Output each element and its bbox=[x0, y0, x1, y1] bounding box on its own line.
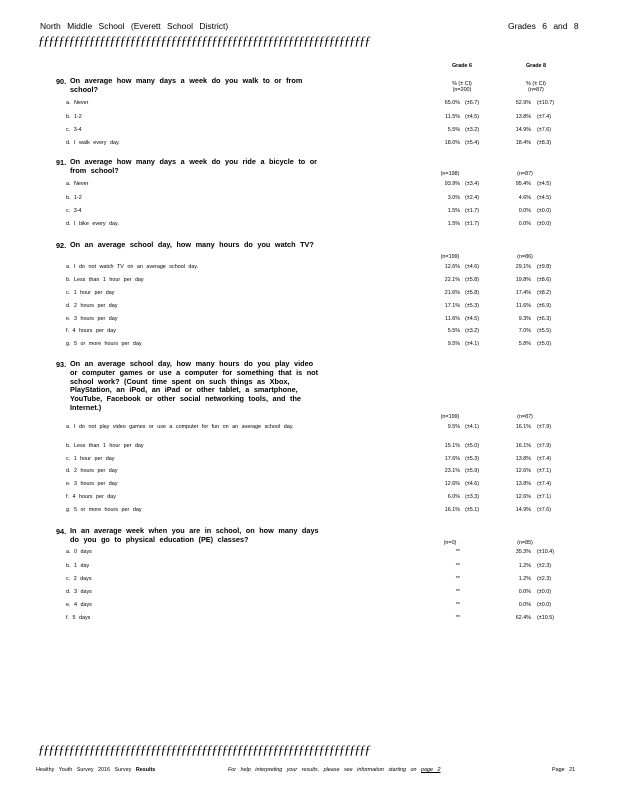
grade6-ci: (±4.5) bbox=[465, 114, 480, 120]
option-label: f. 5 days bbox=[66, 615, 91, 621]
grade8-percent: 13.8% bbox=[515, 456, 531, 462]
grade8-percent: 13.8% bbox=[515, 114, 531, 120]
grade6-percent: 65.0% bbox=[444, 100, 460, 106]
grade8-ci: (±10.4) bbox=[537, 549, 555, 555]
grade8-ci: (±9.8) bbox=[537, 264, 552, 270]
grade6-header: Grade 6 bbox=[451, 63, 473, 69]
grade8-ci: (±5.5) bbox=[537, 328, 552, 334]
grade8-ci: (±7.6) bbox=[537, 127, 552, 133]
grade6-ci: (±5.8) bbox=[465, 290, 480, 296]
grade8-percent: 16.1% bbox=[515, 443, 531, 449]
grade8-ci: (±8.3) bbox=[537, 140, 552, 146]
footer-help bbox=[228, 767, 441, 773]
grade8-ci: (±4.5) bbox=[537, 195, 552, 201]
grade6-ci: (±5.0) bbox=[465, 443, 480, 449]
grade6-ci: (±6.7) bbox=[465, 100, 480, 106]
option-label: d. I bike every day. bbox=[66, 221, 119, 227]
grade6-ci: (±4.1) bbox=[465, 341, 480, 347]
grade6-percent: 5.5% bbox=[447, 328, 460, 334]
footer-page-number: Page 21 bbox=[552, 767, 576, 773]
option-label: f. 4 hours per day bbox=[66, 494, 116, 500]
question-number: 90. bbox=[56, 77, 67, 86]
grade8-percent: 1.2% bbox=[518, 563, 531, 569]
option-label: c. 3-4 bbox=[66, 127, 82, 133]
grade6-percent: 3.0% bbox=[447, 195, 460, 201]
grade8-percent: 35.3% bbox=[515, 549, 531, 555]
grade8-percent: 13.8% bbox=[515, 481, 531, 487]
option-label: a. Never bbox=[66, 100, 89, 106]
grades-label: Grades 6 and 8 bbox=[508, 21, 579, 31]
grade8-ci: (±2.3) bbox=[537, 563, 552, 569]
grade6-percent: 6.0% bbox=[447, 494, 460, 500]
grade6-percent: ** bbox=[455, 563, 460, 569]
grade6-ci: (±3.2) bbox=[465, 328, 480, 334]
grade6-ci: (±1.7) bbox=[465, 221, 480, 227]
grade6-percent: 9.5% bbox=[447, 424, 460, 430]
option-label: b. Less than 1 hour per day bbox=[66, 443, 144, 449]
option-label: d. 2 hours per day bbox=[66, 303, 118, 309]
grade6-percent: 15.1% bbox=[444, 443, 460, 449]
question-number: 92. bbox=[56, 241, 67, 250]
grade6-percent: 12.6% bbox=[444, 264, 460, 270]
option-label: f. 4 hours per day bbox=[66, 328, 116, 334]
option-label: d. I walk every day. bbox=[66, 140, 120, 146]
grade8-percent: 4.6% bbox=[518, 195, 531, 201]
grade8-ci: (±4.5) bbox=[537, 181, 552, 187]
grade8-percent: 0.0% bbox=[518, 602, 531, 608]
grade8-n: (n=87) bbox=[528, 87, 544, 93]
question-text: On an average school day, how many hours do you watch TV? bbox=[70, 240, 314, 249]
grade6-percent: 18.0% bbox=[444, 140, 460, 146]
grade8-ci: (±7.6) bbox=[537, 507, 552, 513]
grade6-n: (n=199) bbox=[440, 254, 460, 260]
grade6-n: (n=198) bbox=[440, 171, 460, 177]
option-label: b. 1 day bbox=[66, 563, 90, 569]
grade6-ci: (±5.3) bbox=[465, 303, 480, 309]
grade8-ci: (±6.9) bbox=[537, 303, 552, 309]
grade8-ci: (±2.3) bbox=[537, 576, 552, 582]
grade6-percent: 22.1% bbox=[444, 277, 460, 283]
grade6-ci: (±4.6) bbox=[465, 481, 480, 487]
grade8-ci: (±6.3) bbox=[537, 316, 552, 322]
grade6-pct-label: % (± CI) bbox=[452, 81, 472, 87]
grade6-percent: 5.5% bbox=[447, 127, 460, 133]
grade8-ci: (±7.1) bbox=[537, 468, 552, 474]
grade8-percent: 29.1% bbox=[515, 264, 531, 270]
grade6-percent: 12.6% bbox=[444, 481, 460, 487]
option-label: e. 3 hours per day bbox=[66, 481, 118, 487]
grade8-percent: 19.8% bbox=[515, 277, 531, 283]
footer-survey: Healthy Youth Survey 2016 Survey bbox=[36, 767, 132, 773]
option-label: g. 5 or more hours per day bbox=[66, 507, 142, 513]
grade6-ci: (±3.2) bbox=[465, 127, 480, 133]
option-label: e. 4 days bbox=[66, 602, 92, 608]
grade6-percent: ** bbox=[455, 576, 460, 582]
grade6-n: (n=0) bbox=[443, 540, 457, 546]
footer-help-text: For help interpreting your results, please see information starting on bbox=[228, 767, 417, 773]
grade6-ci: (±5.4) bbox=[465, 140, 480, 146]
option-label: d. 2 hours per day bbox=[66, 468, 118, 474]
option-label: b. 1-2 bbox=[66, 114, 82, 120]
grade8-ci: (±0.0) bbox=[537, 221, 552, 227]
grade6-n: (n=200) bbox=[452, 87, 472, 93]
option-label: c. 3-4 bbox=[66, 208, 82, 214]
grade8-ci: (±7.9) bbox=[537, 424, 552, 430]
grade6-percent: 21.6% bbox=[444, 290, 460, 296]
question-text: In an average week when you are in school, on how many days do you go to physical education (PE) classes? bbox=[70, 526, 319, 544]
option-label: c. 1 hour per day bbox=[66, 290, 115, 296]
grade6-ci: (±2.4) bbox=[465, 195, 480, 201]
grade8-percent: 0.0% bbox=[518, 221, 531, 227]
option-label: e. 3 hours per day bbox=[66, 316, 118, 322]
grade6-percent: 93.9% bbox=[444, 181, 460, 187]
grade8-percent: 16.1% bbox=[515, 424, 531, 430]
option-label: a. Never bbox=[66, 181, 89, 187]
grade8-ci: (±7.9) bbox=[537, 443, 552, 449]
grade6-ci: (±4.6) bbox=[465, 264, 480, 270]
grade8-percent: 18.4% bbox=[515, 140, 531, 146]
grade8-ci: (±8.6) bbox=[537, 277, 552, 283]
question-text: On an average school day, how many hours do you play video or computer games or use a computer for something that is not school work? (Count time spent on such things as Xbox, PlayStation, an iPod, an iPad or other tablet, a smartphone, YouTube, Facebook or other social networking tools, and the Internet.) bbox=[70, 359, 319, 412]
grade8-n: (n=86) bbox=[517, 254, 533, 260]
grade6-ci: (±5.3) bbox=[465, 456, 480, 462]
grade8-percent: 11.6% bbox=[516, 303, 531, 309]
grade8-percent: 17.4% bbox=[515, 290, 531, 296]
grade6-percent: 1.5% bbox=[447, 208, 460, 214]
grade8-n: (n=87) bbox=[517, 414, 533, 420]
grade6-ci: (±1.7) bbox=[465, 208, 480, 214]
grade6-ci: (±5.8) bbox=[465, 277, 480, 283]
grade6-percent: 17.1% bbox=[444, 303, 460, 309]
grade6-ci: (±5.9) bbox=[465, 468, 480, 474]
option-label: b. Less than 1 hour per day bbox=[66, 277, 144, 283]
grade6-percent: ** bbox=[455, 549, 460, 555]
grade8-percent: 95.4% bbox=[515, 181, 531, 187]
grade8-percent: 52.9% bbox=[515, 100, 531, 106]
grade8-ci: (±0.0) bbox=[537, 589, 552, 595]
option-label: d. 3 days bbox=[66, 589, 92, 595]
grade6-n: (n=199) bbox=[440, 414, 460, 420]
grade6-ci: (±3.3) bbox=[465, 494, 480, 500]
grade8-ci: (±0.0) bbox=[537, 602, 552, 608]
grade8-percent: 12.6% bbox=[515, 494, 531, 500]
grade8-ci: (±5.0) bbox=[537, 341, 552, 347]
grade8-percent: 14.9% bbox=[515, 127, 531, 133]
grade6-percent: ** bbox=[455, 615, 460, 621]
grade6-percent: 17.6% bbox=[444, 456, 460, 462]
grade6-percent: 23.1% bbox=[444, 468, 460, 474]
grade8-header: Grade 8 bbox=[525, 63, 547, 69]
grade8-ci: (±7.4) bbox=[537, 456, 552, 462]
question-text: On average how many days a week do you walk to or from school? bbox=[70, 76, 303, 94]
grade6-percent: ** bbox=[455, 589, 460, 595]
grade8-ci: (±7.1) bbox=[537, 494, 552, 500]
grade6-percent: ** bbox=[455, 602, 460, 608]
grade8-ci: (±7.4) bbox=[537, 114, 552, 120]
grade8-percent: 9.3% bbox=[518, 316, 531, 322]
option-label: a. I do not watch TV on an average school day. bbox=[66, 264, 199, 270]
grade8-ci: (±0.0) bbox=[537, 208, 552, 214]
grade6-percent: 9.5% bbox=[447, 341, 460, 347]
grade8-pct-label: % (± CI) bbox=[526, 81, 546, 87]
grade8-percent: 5.8% bbox=[518, 341, 531, 347]
footer-left bbox=[36, 767, 155, 773]
grade8-ci: (±10.7) bbox=[537, 100, 555, 106]
grade6-percent: 16.1% bbox=[444, 507, 460, 513]
grade6-percent: 11.5% bbox=[445, 114, 460, 120]
grade8-percent: 14.9% bbox=[515, 507, 531, 513]
question-number: 93. bbox=[56, 360, 67, 369]
question-number: 91. bbox=[56, 158, 67, 167]
question-number: 94. bbox=[56, 527, 67, 536]
grade8-percent: 12.6% bbox=[515, 468, 531, 474]
grade6-ci: (±4.1) bbox=[465, 424, 480, 430]
footer-page-link[interactable]: page 2 bbox=[421, 767, 441, 773]
grade6-percent: 1.5% bbox=[447, 221, 460, 227]
grade8-n: (n=87) bbox=[517, 171, 533, 177]
grade8-percent: 0.0% bbox=[518, 208, 531, 214]
grade8-percent: 7.0% bbox=[518, 328, 531, 334]
grade6-percent: 11.6% bbox=[445, 316, 460, 322]
option-label: a. 0 days bbox=[66, 549, 92, 555]
grade8-percent: 1.2% bbox=[518, 576, 531, 582]
question-text: On average how many days a week do you ride a bicycle to or from school? bbox=[70, 157, 318, 175]
option-label: g. 5 or more hours per day bbox=[66, 341, 142, 347]
school-name: North Middle School (Everett School District) bbox=[40, 21, 229, 31]
top-rule: ƒƒƒƒƒƒƒƒƒƒƒƒƒƒƒƒƒƒƒƒƒƒƒƒƒƒƒƒƒƒƒƒƒƒƒƒƒƒƒƒƒƒƒƒƒƒƒƒƒƒƒƒƒƒƒƒƒƒƒƒƒƒƒƒƒ bbox=[38, 33, 370, 48]
grade8-ci: (±8.2) bbox=[537, 290, 552, 296]
option-label: a. I do not play video games or use a computer for fun on an average school day. bbox=[66, 424, 294, 430]
option-label: b. 1-2 bbox=[66, 195, 82, 201]
bottom-rule: ƒƒƒƒƒƒƒƒƒƒƒƒƒƒƒƒƒƒƒƒƒƒƒƒƒƒƒƒƒƒƒƒƒƒƒƒƒƒƒƒƒƒƒƒƒƒƒƒƒƒƒƒƒƒƒƒƒƒƒƒƒƒƒƒƒ bbox=[38, 742, 370, 757]
option-label: c. 1 hour per day bbox=[66, 456, 115, 462]
grade8-percent: 62.4% bbox=[515, 615, 531, 621]
grade8-ci: (±7.4) bbox=[537, 481, 552, 487]
footer-results: Results bbox=[135, 767, 156, 773]
grade6-ci: (±5.1) bbox=[465, 507, 480, 513]
grade6-ci: (±3.4) bbox=[465, 181, 480, 187]
grade8-n: (n=85) bbox=[517, 540, 533, 546]
grade6-ci: (±4.5) bbox=[465, 316, 480, 322]
option-label: c. 2 days bbox=[66, 576, 92, 582]
grade8-ci: (±10.5) bbox=[537, 615, 555, 621]
grade8-percent: 0.0% bbox=[518, 589, 531, 595]
